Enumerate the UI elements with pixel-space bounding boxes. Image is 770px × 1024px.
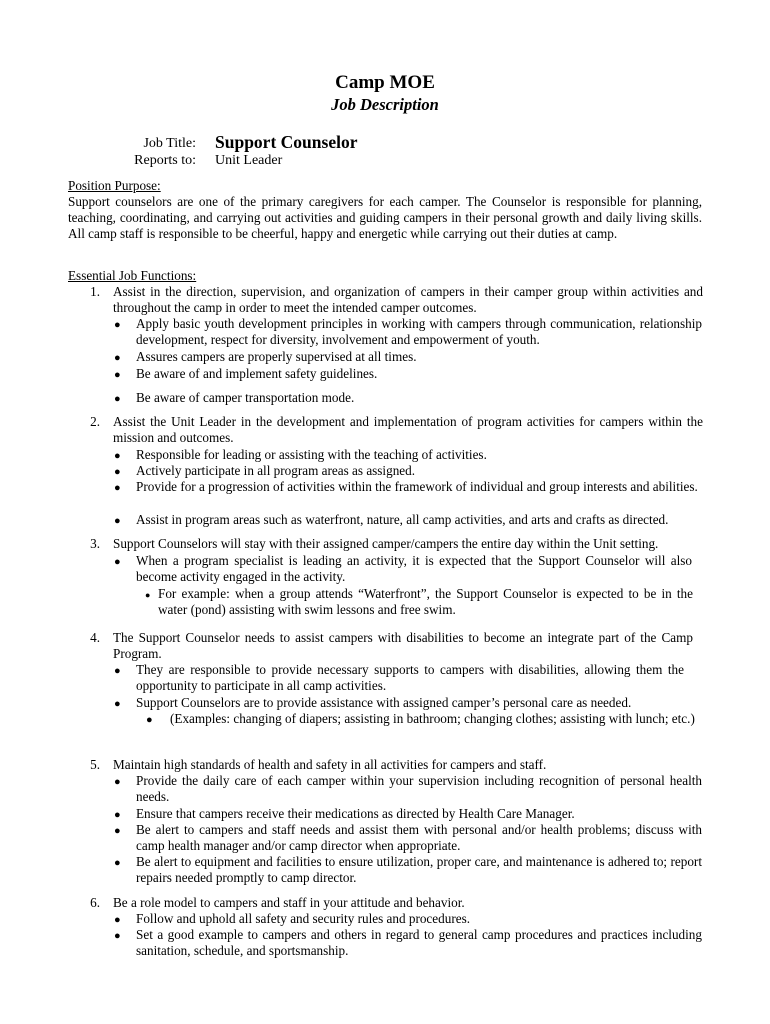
function-item-6: Be a role model to campers and staff in your attitude and behavior. bbox=[113, 895, 465, 910]
job-title-value: Support Counselor bbox=[215, 132, 358, 152]
list-item: Be alert to campers and staff needs and assist them with personal and/or health problems; discuss with camp health manager and/or camp director when appropriate. bbox=[136, 822, 702, 854]
item-number: 5. bbox=[90, 757, 100, 772]
bullet-dot: ● bbox=[114, 482, 121, 494]
list-item: Responsible for leading or assisting with the teaching of activities. bbox=[136, 447, 487, 462]
list-item: Provide for a progression of activities within the framework of individual and group interests and abilities. bbox=[136, 479, 698, 494]
list-item: Assures campers are properly supervised at all times. bbox=[136, 349, 417, 364]
function-item-4: The Support Counselor needs to assist campers with disabilities to become an integrate part of the Camp Program. bbox=[113, 630, 693, 662]
list-item: Assist in program areas such as waterfront, nature, all camp activities, and arts and crafts as directed. bbox=[136, 512, 669, 527]
bullet-dot: ● bbox=[114, 776, 121, 788]
bullet-dot: ● bbox=[114, 319, 121, 331]
bullet-dot: ● bbox=[114, 825, 121, 837]
bullet-dot: ● bbox=[114, 857, 121, 869]
list-item: Apply basic youth development principles in working with campers through communication, relationship development, respect for diversity, involvement and empowerment of youth. bbox=[136, 316, 702, 348]
bullet-dot: ● bbox=[114, 515, 121, 527]
list-item: Follow and uphold all safety and security rules and procedures. bbox=[136, 911, 470, 926]
bullet-dot: ● bbox=[114, 930, 121, 942]
reports-to-value: Unit Leader bbox=[215, 153, 283, 168]
list-item: Set a good example to campers and others in regard to general camp procedures and practices including sanitation, schedule, and sportsmanship. bbox=[136, 927, 702, 959]
bullet-dot: ● bbox=[114, 352, 121, 364]
list-item: They are responsible to provide necessary supports to campers with disabilities, allowing them the opportunity to participate in all camp activities. bbox=[136, 662, 684, 694]
item-number: 1. bbox=[90, 284, 100, 299]
item-number: 6. bbox=[90, 895, 100, 910]
list-item: Be aware of camper transportation mode. bbox=[136, 390, 355, 405]
bullet-dot: ● bbox=[114, 556, 121, 568]
bullet-dot: ● bbox=[114, 450, 121, 462]
list-item: (Examples: changing of diapers; assisting in bathroom; changing clothes; assisting with lunch; etc.) bbox=[170, 711, 695, 726]
document-title: Camp MOE bbox=[335, 72, 435, 93]
bullet-dot: ● bbox=[114, 369, 121, 381]
document-subtitle: Job Description bbox=[331, 95, 439, 114]
position-purpose-text: Support counselors are one of the primary caregivers for each camper. The Counselor is responsible for planning, teaching, coordinating, and carrying out activities and guiding campers in their personal growth and daily living skills. All camp staff is responsible to be cheerful, happy and energetic while carrying out their duties at camp. bbox=[68, 194, 702, 242]
item-number: 4. bbox=[90, 630, 100, 645]
function-item-3: Support Counselors will stay with their assigned camper/campers the entire day within the Unit setting. bbox=[113, 536, 659, 551]
list-item: Actively participate in all program areas as assigned. bbox=[136, 463, 416, 478]
essential-functions-heading: Essential Job Functions: bbox=[68, 268, 197, 283]
bullet-dot: ● bbox=[114, 698, 121, 710]
position-purpose-heading: Position Purpose: bbox=[68, 178, 161, 193]
bullet-dot: ● bbox=[114, 665, 121, 677]
reports-to-label: Reports to: bbox=[134, 153, 196, 168]
job-title-label: Job Title: bbox=[143, 136, 196, 151]
list-item: Provide the daily care of each camper within your supervision including recognition of personal health needs. bbox=[136, 773, 702, 805]
item-number: 2. bbox=[90, 414, 100, 429]
list-item: Be aware of and implement safety guidelines. bbox=[136, 366, 378, 381]
function-item-5: Maintain high standards of health and safety in all activities for campers and staff. bbox=[113, 757, 547, 772]
bullet-dot: ● bbox=[114, 809, 121, 821]
list-item: For example: when a group attends “Waterfront”, the Support Counselor is expected to be in the water (pond) assisting with swim lessons and free swim. bbox=[158, 586, 693, 618]
function-item-1: Assist in the direction, supervision, and organization of campers in their camper group within activities and throughout the camp in order to meet the intended camper outcomes. bbox=[113, 284, 703, 316]
list-item: Be alert to equipment and facilities to ensure utilization, proper care, and maintenance is adhered to; report repairs needed promptly to camp director. bbox=[136, 854, 702, 886]
bullet-dot: ● bbox=[146, 714, 153, 726]
bullet-dot: ● bbox=[114, 466, 121, 478]
list-item: Ensure that campers receive their medications as directed by Health Care Manager. bbox=[136, 806, 575, 821]
list-item: Support Counselors are to provide assistance with assigned camper’s personal care as needed. bbox=[136, 695, 632, 710]
bullet-dot: ● bbox=[145, 590, 151, 600]
list-item: When a program specialist is leading an activity, it is expected that the Support Counselor will also become activity engaged in the activity. bbox=[136, 553, 692, 585]
bullet-dot: ● bbox=[114, 393, 121, 405]
function-item-2: Assist the Unit Leader in the development and implementation of program activities for campers within the mission and outcomes. bbox=[113, 414, 703, 446]
item-number: 3. bbox=[90, 536, 100, 551]
bullet-dot: ● bbox=[114, 914, 121, 926]
